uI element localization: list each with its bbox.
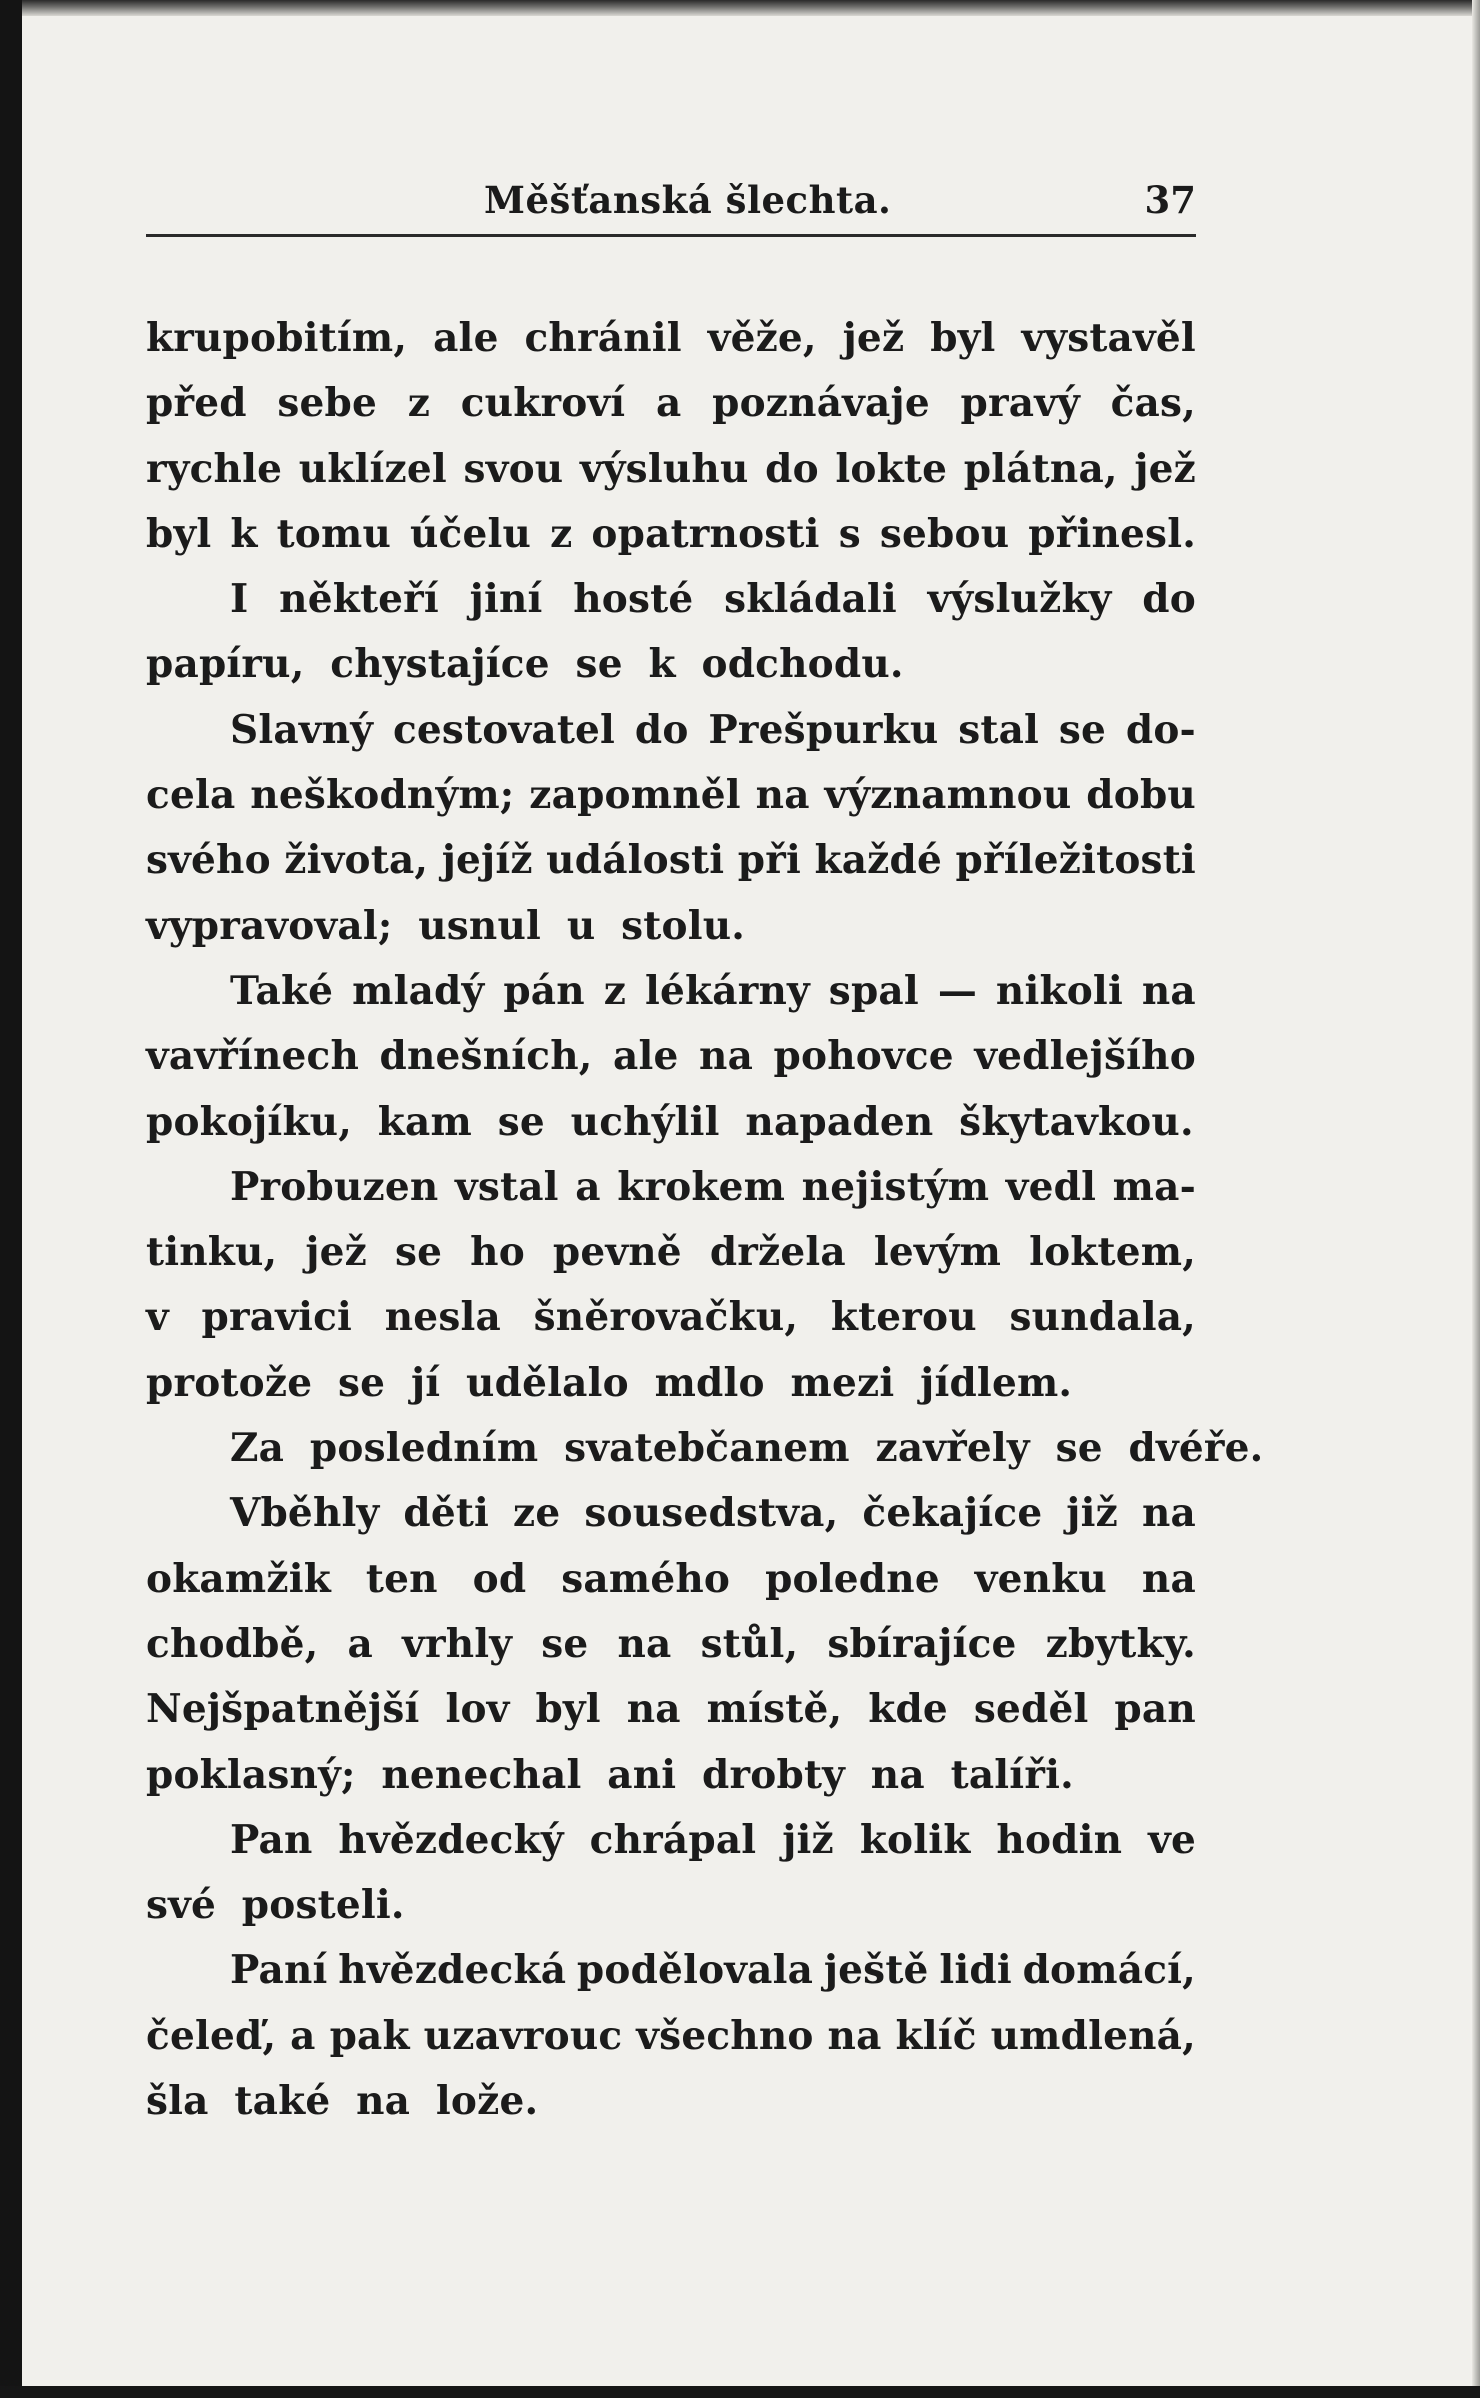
word: Probuzen <box>230 1163 439 1210</box>
text-line <box>146 1220 1196 1285</box>
word: na <box>1141 967 1196 1014</box>
word: hvězdecký <box>338 1816 564 1863</box>
word: čekajíce <box>862 1490 1043 1537</box>
word: cestovatel <box>392 706 616 753</box>
word: na <box>626 1686 681 1733</box>
text-line <box>146 1285 1196 1350</box>
text-line <box>146 371 1196 436</box>
word: zapomněl <box>529 772 741 819</box>
text-line <box>146 763 1196 828</box>
word: se <box>1058 706 1107 753</box>
word: lokte <box>835 445 948 492</box>
word: se <box>541 1620 589 1667</box>
running-header <box>146 178 1196 237</box>
word: vstal <box>454 1163 559 1210</box>
text-line <box>146 502 1196 567</box>
word: ma- <box>1112 1163 1196 1210</box>
scan-border-bottom <box>0 2386 1480 2398</box>
text-line <box>146 1024 1196 1089</box>
word: chodbě, <box>146 1620 319 1667</box>
word: sbírajíce <box>827 1620 1017 1667</box>
text-line: papíru, chystajíce se k odchodu. <box>146 641 904 688</box>
text-line <box>146 437 1196 502</box>
text-line: protože se jí udělalo mdlo mezi jídlem. <box>146 1359 1073 1406</box>
word: seděl <box>973 1686 1089 1733</box>
word: jež <box>842 315 905 361</box>
page-number: 37 <box>1144 178 1196 222</box>
word: hosté <box>573 576 694 623</box>
word: jejíž <box>441 837 533 884</box>
text-line <box>146 2004 1196 2069</box>
running-title: Měšťanská šlechta. <box>484 178 892 222</box>
word: sebou <box>879 510 1010 557</box>
word: nesla <box>384 1294 501 1341</box>
word: čeleď, <box>146 2012 277 2059</box>
word: příležitosti <box>955 837 1196 884</box>
word: ve <box>1148 1816 1196 1863</box>
word: na <box>1141 1555 1196 1602</box>
word: do <box>634 706 689 753</box>
word: chránil <box>524 315 682 361</box>
word: ho <box>470 1229 525 1276</box>
word: významnou <box>824 772 1072 819</box>
word: někteří <box>279 576 439 623</box>
word: krupobitím, <box>146 315 408 361</box>
word: z <box>550 510 573 557</box>
word: všechno <box>636 2012 814 2059</box>
word: vedl <box>1005 1163 1097 1210</box>
word: cukroví <box>460 380 626 427</box>
word: loktem, <box>1029 1229 1196 1276</box>
word: Nejšpatnější <box>146 1686 420 1733</box>
text-line <box>146 698 1196 763</box>
word: jež <box>1134 445 1196 492</box>
word: v <box>146 1294 169 1341</box>
word: ale <box>613 1033 679 1080</box>
word: klíč <box>895 2012 977 2059</box>
word: tinku, <box>146 1229 278 1276</box>
word: k <box>230 510 258 557</box>
word: ten <box>365 1555 438 1602</box>
word: Paní <box>230 1947 328 1994</box>
word: sundala, <box>1009 1294 1196 1341</box>
text-line: Za posledním svatebčanem zavřely se dvéře. <box>230 1425 1264 1472</box>
word: uzavrouc <box>423 2012 623 2059</box>
word: do <box>1142 576 1196 623</box>
word: rychle <box>146 445 283 492</box>
word: vavřínech <box>146 1033 360 1080</box>
word: svého <box>146 837 271 884</box>
word: poznávaje <box>712 380 930 427</box>
word: pravici <box>201 1294 353 1341</box>
word: plátna, <box>963 445 1118 492</box>
word: pohovce <box>773 1033 954 1080</box>
word: pan <box>1114 1686 1196 1733</box>
word: a <box>290 2012 316 2059</box>
word: na <box>617 1620 672 1667</box>
word: lékárny <box>644 967 810 1014</box>
word: na <box>755 772 810 819</box>
word: ale <box>433 315 499 361</box>
word: do <box>765 445 819 492</box>
text-line <box>146 1677 1196 1742</box>
word: vedlejšího <box>974 1033 1196 1080</box>
text-line: své posteli. <box>146 1882 405 1929</box>
word: opatrnosti <box>591 510 820 557</box>
word: události <box>546 837 725 884</box>
word: ze <box>513 1490 561 1537</box>
word: s <box>838 510 861 557</box>
word: a <box>347 1620 374 1667</box>
word: skládali <box>724 576 897 623</box>
word: Prešpurku <box>708 706 939 753</box>
word: pevně <box>552 1229 682 1276</box>
word: na <box>827 2012 882 2059</box>
word: poledne <box>765 1555 940 1602</box>
word: kolik <box>859 1816 971 1863</box>
word: před <box>146 380 247 427</box>
text-line: vypravoval; usnul u stolu. <box>146 902 746 949</box>
word: sousedstva, <box>584 1490 839 1537</box>
word: z <box>407 380 431 427</box>
word: šněrovačku, <box>533 1294 799 1341</box>
word: hvězdecká <box>338 1947 567 1994</box>
word: vystavěl <box>1021 315 1196 361</box>
text-line <box>146 306 1196 371</box>
word: byl <box>535 1686 601 1733</box>
word: se <box>394 1229 443 1276</box>
word: I <box>230 576 249 623</box>
word: — <box>937 967 978 1014</box>
text-line: poklasný; nenechal ani drobty na talíři. <box>146 1751 1074 1798</box>
word: na <box>1141 1490 1196 1537</box>
text-line: pokojíku, kam se uchýlil napaden škytavkou. <box>146 1098 1194 1145</box>
word: na <box>699 1033 754 1080</box>
word: Také <box>230 967 334 1014</box>
word: stůl, <box>700 1620 799 1667</box>
word: kterou <box>830 1294 977 1341</box>
word: sebe <box>277 380 378 427</box>
word: z <box>603 967 627 1014</box>
word: vrhly <box>402 1620 513 1667</box>
text-line <box>146 1481 1196 1546</box>
word: jiní <box>469 576 543 623</box>
word: výslužky <box>927 576 1112 623</box>
word: místě, <box>706 1686 843 1733</box>
word: stal <box>958 706 1040 753</box>
word: držela <box>709 1229 846 1276</box>
word: byl <box>930 315 996 361</box>
word: jež <box>305 1229 367 1276</box>
text-line <box>146 1808 1196 1873</box>
word: mladý <box>352 967 485 1014</box>
word: života, <box>284 837 429 884</box>
text-line <box>146 1612 1196 1677</box>
word: výsluhu <box>579 445 749 492</box>
word: lov <box>445 1686 510 1733</box>
text-line: šla také na lože. <box>146 2078 539 2125</box>
word: chrápal <box>589 1816 757 1863</box>
word: a <box>655 380 682 427</box>
text-line <box>146 1938 1196 2003</box>
word: zbytky. <box>1045 1620 1196 1667</box>
word: okamžik <box>146 1555 331 1602</box>
text-line <box>146 567 1196 632</box>
word: již <box>782 1816 834 1863</box>
word: podělovala <box>576 1947 814 1994</box>
text-line <box>146 959 1196 1024</box>
word: již <box>1066 1490 1118 1537</box>
word: ještě <box>823 1947 929 1994</box>
word: každé <box>814 837 943 884</box>
body-text <box>146 306 1264 2134</box>
word: lidi <box>939 1947 1012 1994</box>
word: pak <box>329 2012 410 2059</box>
word: a <box>575 1163 601 1210</box>
word: kde <box>868 1686 948 1733</box>
text-line <box>146 828 1196 893</box>
word: věže, <box>707 315 817 361</box>
word: od <box>472 1555 527 1602</box>
word: tomu <box>276 510 392 557</box>
word: spal <box>828 967 919 1014</box>
word: krokem <box>617 1163 786 1210</box>
word: dnešních, <box>379 1033 593 1080</box>
word: svou <box>463 445 564 492</box>
word: při <box>737 837 801 884</box>
text-line <box>146 1547 1196 1612</box>
word: Vběhly <box>230 1490 380 1537</box>
word: Slavný <box>230 706 374 753</box>
word: do- <box>1125 706 1196 753</box>
scan-border-top <box>22 0 1480 16</box>
word: venku <box>974 1555 1107 1602</box>
word: neškodným; <box>250 772 515 819</box>
word: čas, <box>1110 380 1196 427</box>
text-line <box>146 1155 1196 1220</box>
word: pravý <box>960 380 1080 427</box>
word: umdlená, <box>990 2012 1196 2059</box>
word: cela <box>146 772 236 819</box>
word: hodin <box>996 1816 1123 1863</box>
word: Pan <box>230 1816 313 1863</box>
scan-border-right <box>1472 0 1480 2398</box>
word: nikoli <box>995 967 1123 1014</box>
word: nejistým <box>801 1163 990 1210</box>
word: domácí, <box>1022 1947 1196 1994</box>
word: pán <box>503 967 585 1014</box>
scan-border-left <box>0 0 22 2398</box>
word: byl <box>146 510 212 557</box>
word: děti <box>403 1490 490 1537</box>
word: přinesl. <box>1028 510 1196 557</box>
word: uklízel <box>298 445 447 492</box>
word: samého <box>561 1555 731 1602</box>
word: účelu <box>410 510 532 557</box>
word: levým <box>873 1229 1002 1276</box>
word: dobu <box>1086 772 1196 819</box>
